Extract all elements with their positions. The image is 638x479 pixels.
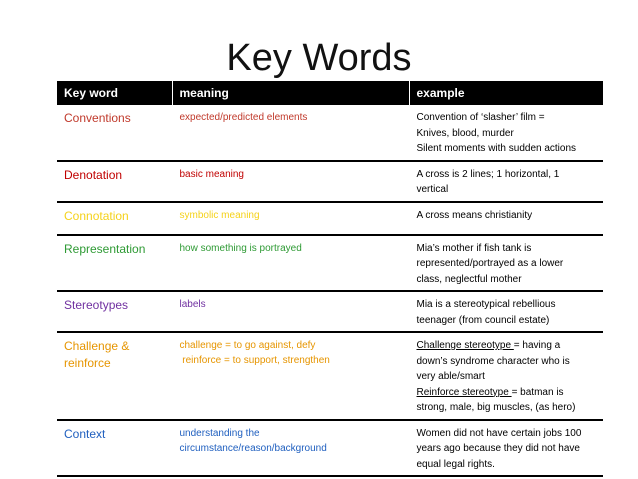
example-line: class, neglectful mother — [416, 273, 522, 285]
meaning-text: labels — [179, 299, 206, 310]
term-label: Conventions — [64, 111, 131, 125]
example-line: strong, male, big muscles, (as hero) — [416, 402, 576, 413]
meaning-text: challenge = to go against, defy — [179, 340, 316, 351]
meaning-text: understanding the — [179, 427, 260, 439]
meaning-cell — [172, 105, 409, 161]
term-label: reinforce — [64, 356, 111, 370]
example-cell — [409, 235, 603, 292]
page-title: Key Words — [226, 37, 412, 79]
table-row — [57, 420, 603, 477]
example-line: down’s syndrome character who is — [416, 355, 570, 367]
table-row — [57, 105, 603, 161]
meaning-text: expected/predicted elements — [179, 112, 308, 123]
meaning-cell — [172, 161, 409, 202]
term-label: Representation — [64, 241, 146, 256]
table-row — [57, 202, 603, 235]
meaning-cell — [172, 420, 409, 477]
example-line: Convention of ‘slasher’ film = — [416, 112, 545, 123]
example-text: = batman is — [511, 386, 564, 398]
example-line: A cross is 2 lines; 1 horizontal, 1 — [416, 168, 560, 180]
term-label: Denotation — [64, 167, 123, 182]
example-line: Mia is a stereotypical rebellious — [416, 299, 556, 310]
meaning-text: how something is portrayed — [179, 242, 302, 254]
term-label: Challenge & — [64, 339, 130, 353]
example-line: represented/portrayed as a lower — [416, 258, 564, 269]
example-line: Women did not have certain jobs 100 — [416, 427, 582, 439]
meaning-text: symbolic meaning — [179, 209, 260, 221]
meaning-cell — [172, 291, 409, 332]
underlined-term: Challenge stereotype — [416, 340, 514, 351]
example-text: = having a — [513, 340, 561, 351]
term-cell — [57, 420, 172, 477]
table-row — [57, 161, 603, 202]
table-row — [57, 332, 603, 420]
header-meaning: meaning — [172, 81, 409, 105]
example-line: years ago because they did not have — [416, 443, 580, 454]
term-cell — [57, 291, 172, 332]
example-line: A cross means christianity — [416, 209, 533, 221]
example-line: very able/smart — [416, 371, 485, 382]
meaning-text: circumstance/reason/background — [179, 442, 327, 454]
example-line: Mia’s mother if fish tank is — [416, 242, 532, 254]
meaning-cell — [172, 332, 409, 420]
example-cell — [409, 291, 603, 332]
example-line: teenager (from council estate) — [416, 314, 550, 326]
header-key-word: Key word — [57, 81, 172, 105]
term-label: Context — [64, 426, 106, 441]
table-header-row — [57, 81, 603, 105]
term-cell — [57, 235, 172, 292]
example-cell — [409, 105, 603, 161]
example-cell — [409, 161, 603, 202]
meaning-text: reinforce = to support, strengthen — [179, 355, 330, 366]
term-cell — [57, 105, 172, 161]
example-line: equal legal rights. — [416, 458, 495, 470]
term-label: Connotation — [64, 208, 129, 223]
key-words-table — [57, 81, 603, 477]
meaning-cell — [172, 235, 409, 292]
example-line: vertical — [416, 184, 449, 195]
example-line — [417, 338, 597, 354]
table-row — [57, 291, 603, 332]
example-line: Silent moments with sudden actions — [416, 143, 577, 154]
example-cell — [409, 420, 603, 477]
term-label: Stereotypes — [64, 298, 129, 312]
example-cell — [409, 202, 603, 235]
underlined-term: Reinforce stereotype — [416, 386, 512, 398]
term-cell — [57, 332, 172, 420]
term-cell — [57, 202, 172, 235]
meaning-cell — [172, 202, 409, 235]
example-line — [417, 385, 597, 401]
term-cell — [57, 161, 172, 202]
meaning-text: basic meaning — [179, 168, 244, 180]
example-cell — [409, 332, 603, 420]
example-line: Knives, blood, murder — [416, 127, 514, 139]
header-example: example — [409, 81, 603, 105]
table-row — [57, 235, 603, 292]
